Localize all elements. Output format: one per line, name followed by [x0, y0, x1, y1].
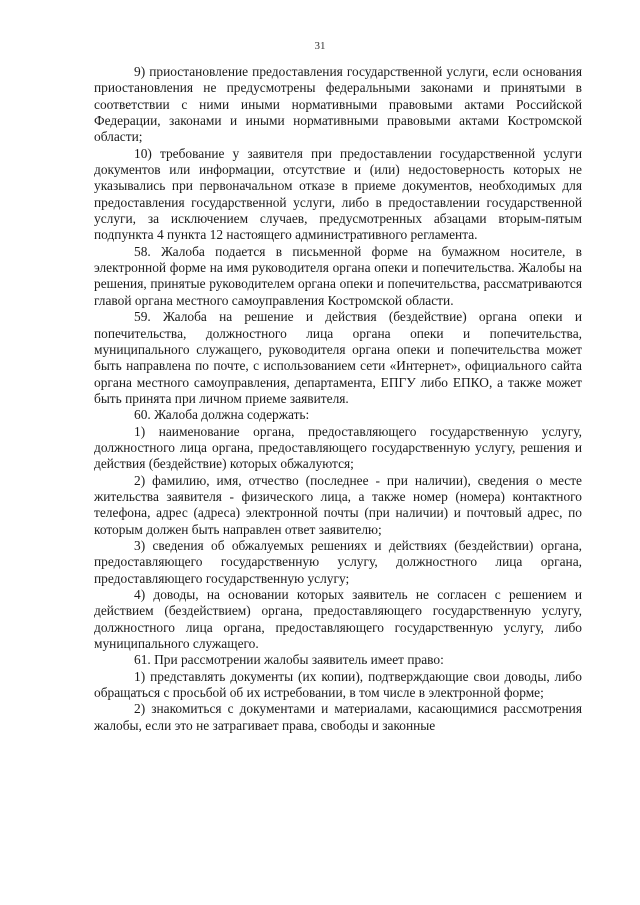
page-number: 31 — [314, 40, 326, 52]
paragraph-61-item-2: 2) знакомиться с документами и материалами, касающимися рассмотрения жалобы, если это не затрагивает права, свободы и законные — [94, 701, 582, 733]
document-body — [94, 64, 582, 734]
paragraph-60-item-4: 4) доводы, на основании которых заявитель не согласен с решением и действием (бездействием) органа, предоставляющего государственную услугу, должностного лица органа, предоставляющего государственную услугу, либо муниципального служащего. — [94, 587, 582, 652]
paragraph-item-10: 10) требование у заявителя при предоставлении государственной услуги документов или информации, отсутствие и (или) недостоверность которых не указывались при первоначальном отказе в приеме документов, необходимых для предоставления государственной услуги, либо в предоставлении государственной услуги, за исключением случаев, предусмотренных абзацами вторым-пятым подпункта 4 пункта 12 настоящего административного регламента. — [94, 145, 582, 243]
paragraph-59: 59. Жалоба на решение и действия (бездействие) органа опеки и попечительства, должностного лица органа опеки и попечительства, муниципального служащего, руководителя органа опеки и попечительства может быть направлена по почте, с использованием сети «Интернет», официального сайта органа местного самоуправления, департамента, ЕПГУ либо ЕПКО, а также может быть принята при личном приеме заявителя. — [94, 309, 582, 406]
paragraph-60-item-2: 2) фамилию, имя, отчество (последнее - при наличии), сведения о месте жительства заявителя - физического лица, а также номер (номера) контактного телефона, адрес (адреса) электронной почты (при наличии) и почтовый адрес, по которым должен быть направлен ответ заявителю; — [94, 472, 582, 537]
paragraph-61: 61. При рассмотрении жалобы заявитель имеет право: — [134, 652, 444, 668]
paragraph-61-item-1: 1) представлять документы (их копии), подтверждающие свои доводы, либо обращаться с просьбой об их истребовании, в том числе в электронной форме; — [94, 668, 582, 701]
paragraph-60-item-3: 3) сведения об обжалуемых решениях и действиях (бездействии) органа, предоставляющего государственную услугу, должностного лица органа, предоставляющего государственную услугу; — [94, 537, 582, 586]
paragraph-60-item-1: 1) наименование органа, предоставляющего государственную услугу, должностного лица органа, предоставляющего государственную услугу, решения и действия (бездействие) которых обжалуются; — [94, 423, 582, 472]
paragraph-60: 60. Жалоба должна содержать: — [134, 407, 310, 423]
paragraph-58: 58. Жалоба подается в письменной форме на бумажном носителе, в электронной форме на имя руководителя органа опеки и попечительства. Жалобы на решения, принятые руководителем органа опеки и попечительства, рассматриваются главой органа местного самоуправления Костромской области. — [94, 243, 582, 308]
paragraph-item-9: 9) приостановление предоставления государственной услуги, если основания приостановления не предусмотрены федеральными законами и принятыми в соответствии с ними иными нормативными правовыми актами Российской Федерации, законами и иными нормативными правовыми актами Костромской области; — [94, 64, 582, 145]
